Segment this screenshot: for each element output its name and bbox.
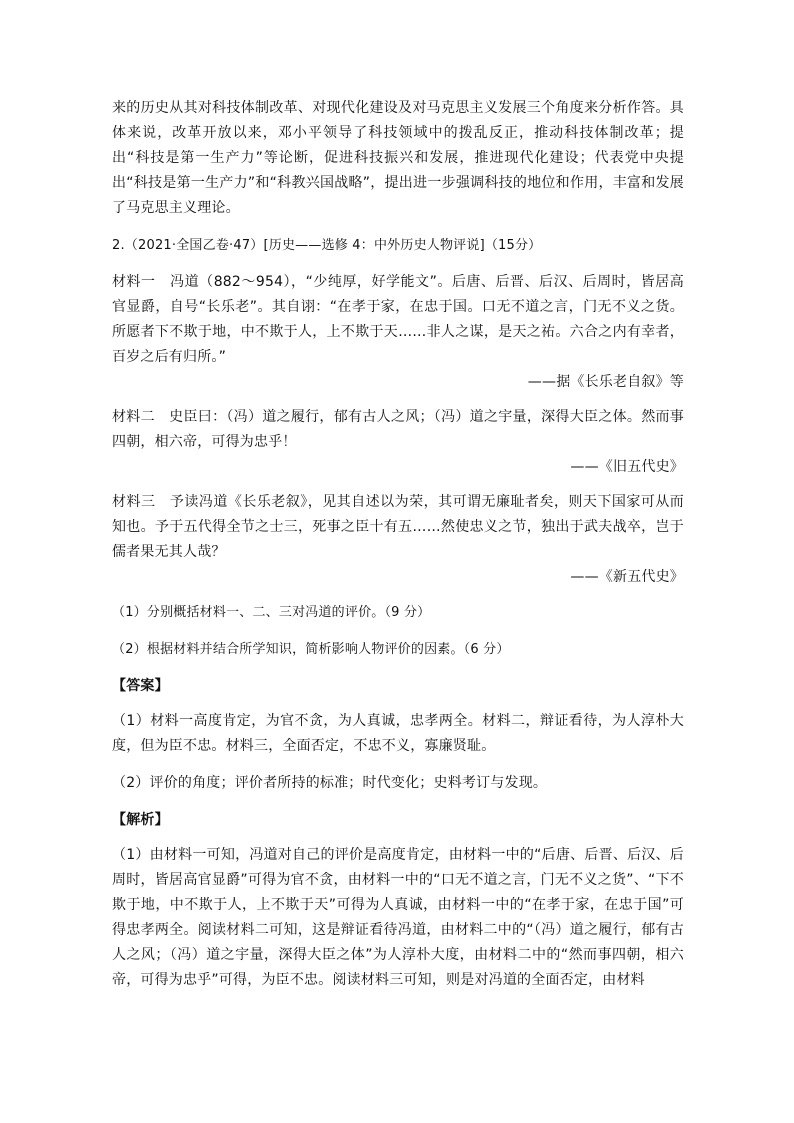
analysis-heading: 【解析】: [112, 812, 169, 828]
material-three-source: ——《新五代史》: [570, 569, 684, 585]
answer-heading: 【答案】: [112, 678, 169, 694]
question-one: （1）分别概括材料一、二、三对冯道的评价。（9 分）: [112, 605, 431, 620]
answer-one: （1）材料一高度肯定，为官不贪，为人真诚，忠孝两全。材料二，辩证看待，为人淳朴大度，但为臣不忠。材料三，全面否定，不忠不义，寡廉贤耻。: [112, 713, 684, 754]
question-header: 2.（2021·全国乙卷·47）[历史——选修 4：中外历史人物评说]（15分）: [112, 238, 542, 253]
answer-two: （2）评价的角度；评价者所持的标准；时代变化；史料考订与发现。: [112, 775, 548, 791]
question-two: （2）根据材料并结合所学知识，简析影响人物评价的因素。（6 分）: [112, 642, 510, 657]
analysis-text: （1）由材料一可知，冯道对自己的评价是高度肯定，由材料一中的“后唐、后晋、后汉、后周时，皆居高官显爵”可得为官不贪，由材料一中的“口无不道之言，门无不义之货”、“下不欺于地，中不欺于人，上不欺于天”可得为人真诚，由材料一中的“在孝于家，在忠于国”可得忠孝两全。阅读材料二可知，这是辩证看待冯道，由材料二中的“（冯）道之履行，郁有古人之风；（冯）道之宇量，深得大臣之体”为人淳朴大度，由材料二中的“然而事四朝，相六帝，可得为忠乎”可得，为臣不忠。阅读材料三可知，则是对冯道的全面否定，由材料: [112, 847, 684, 988]
document-page: [112, 96, 684, 993]
material-two-source: ——《旧五代史》: [570, 459, 684, 475]
material-one-source: ——据《长乐老自叙》等: [527, 374, 684, 390]
material-three-text: 材料三 予读冯道《长乐老叙》，见其自述以为荣，其可谓无廉耻者矣，则天下国家可从而知也。予于五代得全节之士三，死事之臣十有五……然使忠义之节，独出于武夫战卒，岂于儒者果无其人哉？: [112, 494, 684, 560]
material-one-text: 材料一 冯道（882～954），“少纯厚，好学能文”。后唐、后晋、后汉、后周时，皆居高官显爵，自号“长乐老”。其自诩：“在孝于家，在忠于国。口无不道之言，门无不义之货。所愿者下不欺于地，中不欺于人，上不欺于天……非人之谋，是天之祐。六合之内有幸者，百岁之后有归所。”: [112, 274, 684, 365]
intro-paragraph: 来的历史从其对科技体制改革、对现代化建设及对马克思主义发展三个角度来分析作答。具体来说，改革开放以来，邓小平领导了科技领域中的拨乱反正，推动科技体制改革；提出“科技是第一生产力”等论断，促进科技振兴和发展，推进现代化建设；代表党中央提出“科技是第一生产力”和“科教兴国战略”，提出进一步强调科技的地位和作用，丰富和发展了马克思主义理论。: [112, 100, 684, 216]
material-two-text: 材料二 史臣曰：（冯）道之履行，郁有古人之风；（冯）道之宇量，深得大臣之体。然而事四朝，相六帝，可得为忠乎！: [112, 409, 684, 450]
